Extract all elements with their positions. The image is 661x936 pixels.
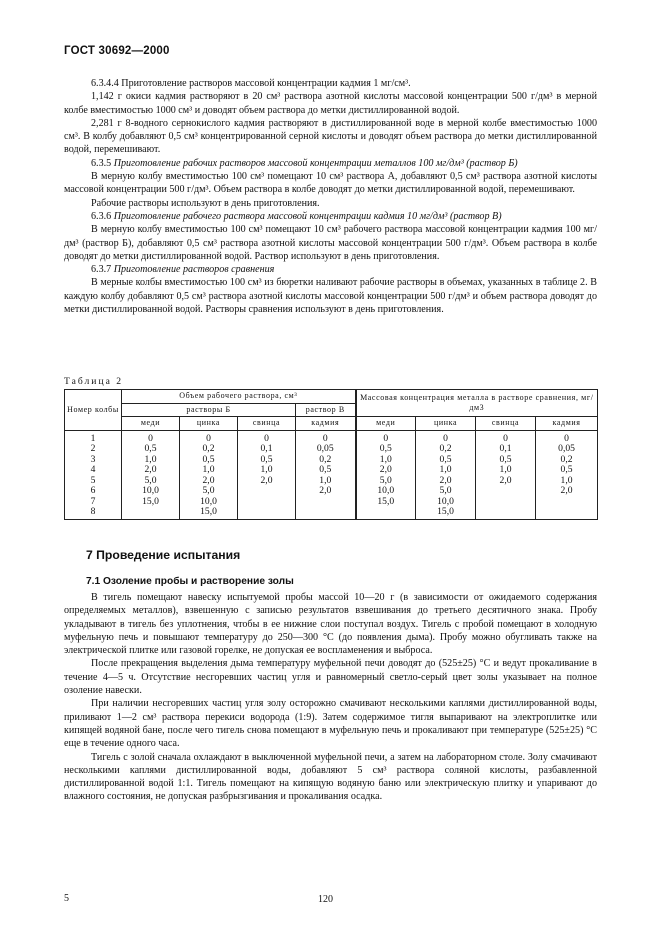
- table-row: [65, 497, 598, 508]
- table-header-copper-conc: меди: [356, 417, 416, 431]
- table-cell: [476, 507, 536, 519]
- table-cell: 10,0: [356, 486, 416, 497]
- paragraph-7-1-ashing: В тигель помещают навеску испытуемой пробы массой 10—20 г (в зависимости от ожидаемого содержания определяемых металлов), взвешенную с записью результатов взвешивания до третьего десятичного знака. Пробу укладывают в тигель без уплотнения, чтобы в ее нижние слои поступал воздух. Тигель с пробой помещают в холодную муфельную печь и повышают температуру до 250—300 °С (до появления дыма). Пробу можно обугливать также на электрической плитке или газовой горелке, не допуская ее воспламенения и выброса.: [64, 592, 597, 657]
- table-cell: 5,0: [180, 486, 238, 497]
- table-cell: 0,05: [536, 444, 598, 455]
- table-cell: 15,0: [416, 507, 476, 519]
- table-cell: 10,0: [180, 497, 238, 508]
- paragraph-6-3-4-4: 6.3.4.4 Приготовление растворов массовой концентрации кадмия 1 мг/см³.: [91, 78, 411, 89]
- table-cell: [476, 497, 536, 508]
- table-cell: 10,0: [416, 497, 476, 508]
- table-cell: 0,5: [296, 465, 356, 476]
- heading-6-3-6: [64, 210, 597, 223]
- table-header-copper: меди: [122, 417, 180, 431]
- table-cell: 1,0: [356, 455, 416, 466]
- table-cell: [238, 497, 296, 508]
- footer-left-number: 5: [64, 893, 69, 904]
- table-cell: 2,0: [238, 476, 296, 487]
- heading-6-3-7: [64, 263, 597, 276]
- table-row: [65, 507, 598, 519]
- table-cell: [536, 497, 598, 508]
- section-7-1-block: [64, 591, 597, 804]
- table-cell: 0,2: [416, 444, 476, 455]
- paragraph-7-1-calcination: После прекращения выделения дыма температуру муфельной печи доводят до (525±25) °С и ведут прокаливание в течение 4—5 ч. Отсутствие несгоревших частиц угля и равномерный светло-серый цвет золы указывает на полное озоление навески.: [64, 658, 597, 697]
- table-cell-flask-number: 3: [65, 455, 122, 466]
- table-cell: [536, 507, 598, 519]
- document-header: ГОСТ 30692—2000: [64, 45, 170, 57]
- table-row: [65, 444, 598, 455]
- heading-6-3-5-number: 6.3.5: [91, 157, 112, 169]
- table-cell: 2,0: [476, 476, 536, 487]
- table-cell-flask-number: 2: [65, 444, 122, 455]
- section-7-heading: 7 Проведение испытания: [86, 548, 241, 562]
- heading-6-3-6-title: Приготовление рабочего раствора массовой концентрации кадмия 10 мг/дм³ (раствор В): [113, 210, 502, 222]
- table-row: [65, 486, 598, 497]
- table-cell: 1,0: [476, 465, 536, 476]
- table-cell: 1,0: [122, 455, 180, 466]
- table-cell: 5,0: [122, 476, 180, 487]
- table-header-cadmium-conc: кадмия: [536, 417, 598, 431]
- table-header-flask-number: Номер колбы: [65, 390, 122, 431]
- table-header-volume: Объем рабочего раствора, см³: [122, 390, 356, 404]
- table-cell: 15,0: [122, 497, 180, 508]
- table-cell: 1,0: [238, 465, 296, 476]
- table-header-zinc: цинка: [180, 417, 238, 431]
- table-cell: 0: [122, 430, 180, 444]
- paragraph-6-3-6-body: В мерную колбу вместимостью 100 см³ помещают 10 см³ рабочего раствора массовой концентрации кадмия 100 мг/дм³ (раствор Б), добавляют 0,5 см³ раствора азотной кислоты массовой концентрации 500 г/дм³. Объем раствора в колбе доводят до метки дистиллированной водой. Раствор используют в день приготовления.: [64, 224, 597, 262]
- page-number: 120: [318, 894, 333, 905]
- table-cell: 0: [296, 430, 356, 444]
- table-2: [64, 389, 598, 520]
- table-cell: 2,0: [416, 476, 476, 487]
- table-cell: 0: [536, 430, 598, 444]
- table-cell: 15,0: [180, 507, 238, 519]
- table-cell: 0,05: [296, 444, 356, 455]
- section-7-1-heading: 7.1 Озоление пробы и растворение золы: [86, 576, 294, 587]
- table-cell-flask-number: 5: [65, 476, 122, 487]
- table-cell: 1,0: [416, 465, 476, 476]
- table-cell: [238, 486, 296, 497]
- paragraph-cadmium-sulfate: 2,281 г 8-водного сернокислого кадмия растворяют в дистиллированной воде в мерной колбе вместимостью 1000 см³. В колбу добавляют 0,5 см³ концентрированной серной кислоты и доводят объем раствора до метки дистиллированной водой, перемешивают.: [64, 117, 597, 156]
- table-cell: 0: [238, 430, 296, 444]
- table-header-zinc-conc: цинка: [416, 417, 476, 431]
- table-cell: [238, 507, 296, 519]
- table-cell-flask-number: 6: [65, 486, 122, 497]
- section-6-3-block: [64, 77, 597, 316]
- heading-6-3-7-number: 6.3.7: [91, 264, 112, 276]
- table-cell: 2,0: [180, 476, 238, 487]
- table-cell: 0: [476, 430, 536, 444]
- paragraph-cadmium-oxide: 1,142 г окиси кадмия растворяют в 20 см³ раствора азотной кислоты массовой концентрации 500 г/дм³ в мерной колбе вместимостью 1000 см³ и доводят объем раствора до метки дистиллированной водой.: [64, 91, 597, 116]
- table-cell: 0,5: [476, 455, 536, 466]
- table-cell-flask-number: 7: [65, 497, 122, 508]
- table-cell: 0: [180, 430, 238, 444]
- table-cell: 2,0: [296, 486, 356, 497]
- table-cell-flask-number: 4: [65, 465, 122, 476]
- table-cell: 0,1: [238, 444, 296, 455]
- table-cell: [356, 507, 416, 519]
- paragraph-6-3-7-body: В мерные колбы вместимостью 100 см³ из бюретки наливают рабочие растворы в объемах, указанных в таблице 2. В каждую колбу добавляют 0,5 см³ раствора азотной кислоты массовой концентрации 500 г/дм³ и объем раствора доводят до метки дистиллированной водой. Растворы сравнения используют в день приготовления.: [64, 277, 597, 316]
- paragraph-6-3-5-note: Рабочие растворы используют в день приготовления.: [91, 197, 320, 209]
- heading-6-3-6-number: 6.3.6: [91, 210, 112, 222]
- table-cell: 0,2: [296, 455, 356, 466]
- table-cell: 1,0: [180, 465, 238, 476]
- table-cell: 0,5: [356, 444, 416, 455]
- table-cell: 2,0: [122, 465, 180, 476]
- table-cell: 5,0: [356, 476, 416, 487]
- table-cell: [296, 497, 356, 508]
- heading-6-3-5-title: Приготовление рабочих растворов массовой концентрации металлов 100 мг/дм³ (раствор Б): [113, 157, 518, 169]
- table-cell: 0,2: [180, 444, 238, 455]
- table-cell: 0,5: [238, 455, 296, 466]
- paragraph-7-1-cooling: Тигель с золой сначала охлаждают в выключенной муфельной печи, а затем на лабораторном столе. Золу смачивают несколькими каплями дистиллированной воды, добавляют 5 см³ раствора соляной кислоты, разбавленной дистиллированной водой 1:1. Тигель помещают на кипящую водяную баню или электрическую плитку и упаривают до влажного состояния, не допуская разбрызгивания и прокаливания осадка.: [64, 751, 597, 803]
- table-cell: [476, 486, 536, 497]
- table-header-solution-v: раствор В: [296, 403, 356, 417]
- table-cell: 0,5: [180, 455, 238, 466]
- table-header-lead-conc: свинца: [476, 417, 536, 431]
- table-row: [65, 430, 598, 444]
- table-header-solutions-b: растворы Б: [122, 403, 296, 417]
- table-cell: [296, 507, 356, 519]
- table-header-lead: свинца: [238, 417, 296, 431]
- heading-6-3-7-title: Приготовление растворов сравнения: [113, 264, 275, 276]
- table-cell: 0: [356, 430, 416, 444]
- table-cell: 5,0: [416, 486, 476, 497]
- table-cell: 0,5: [416, 455, 476, 466]
- table-cell: 0,5: [122, 444, 180, 455]
- table-cell: 10,0: [122, 486, 180, 497]
- table-cell: 1,0: [536, 476, 598, 487]
- table-cell: 0,5: [536, 465, 598, 476]
- table-row: [65, 465, 598, 476]
- table-cell: 2,0: [536, 486, 598, 497]
- table-header-concentration: Массовая концентрация металла в растворе сравнения, мг/дм3: [356, 390, 598, 417]
- paragraph-7-1-unburnt: При наличии несгоревших частиц угля золу осторожно смачивают несколькими каплями дистиллированной воды, приливают 1—2 см³ раствора перекиси водорода (1:9). Затем содержимое тигля выпаривают на электроплитке или кипящей водяной бане, после чего тигель снова помещают в муфельную печь и прокаливают при температуре (525±25) °С еще в течение одного часа.: [64, 698, 597, 750]
- table-cell: 0: [416, 430, 476, 444]
- table-cell: 2,0: [356, 465, 416, 476]
- table-cell-flask-number: 8: [65, 507, 122, 519]
- table-cell-flask-number: 1: [65, 430, 122, 444]
- heading-6-3-5: [64, 157, 597, 170]
- table-caption: Таблица 2: [64, 376, 124, 387]
- table-cell: 1,0: [296, 476, 356, 487]
- table-cell: [122, 507, 180, 519]
- table-cell: 15,0: [356, 497, 416, 508]
- table-cell: 0,1: [476, 444, 536, 455]
- table-cell: 0,2: [536, 455, 598, 466]
- paragraph-6-3-5-body: В мерную колбу вместимостью 100 см³ помещают 10 см³ раствора А, добавляют 0,5 см³ раствора азотной кислоты массовой концентрации 500 г/дм³. Объем раствора в колбе доводят до метки дистиллированной водой, перемешивают.: [64, 171, 597, 196]
- table-header-cadmium: кадмия: [296, 417, 356, 431]
- table-2-body: [65, 430, 598, 519]
